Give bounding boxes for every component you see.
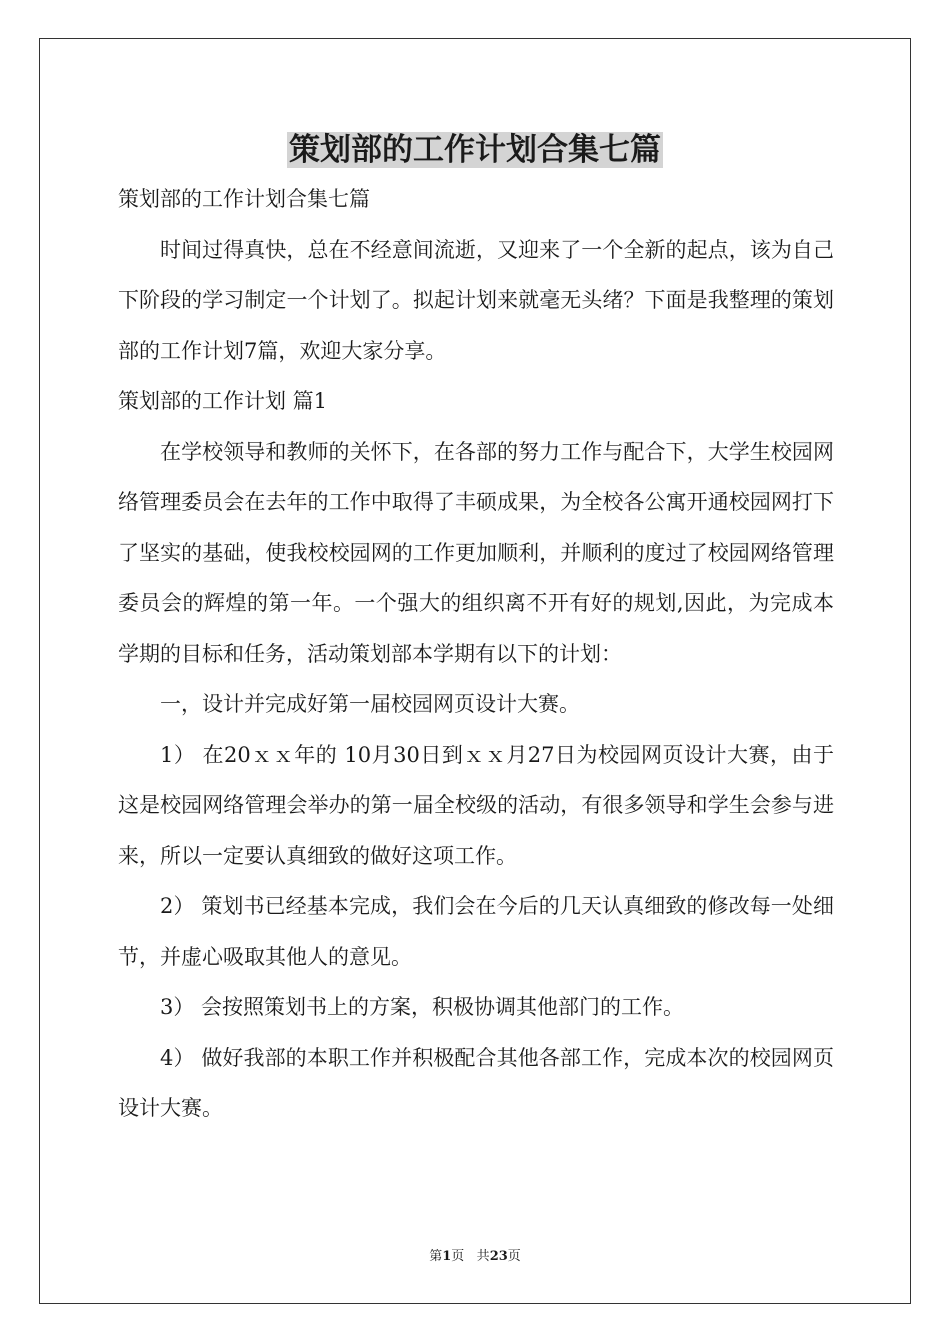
list-item: 1） 在20ｘｘ年的 10月30日到ｘｘ月27日为校园网页设计大赛，由于这是校园网络管理会举办的第一届全校级的活动，有很多领导和学生会参与进来，所以一定要认真细致的做好这项工作。: [118, 742, 834, 868]
footer-page-number: 1: [442, 1249, 452, 1264]
page-footer: [0, 1247, 950, 1267]
footer-page-suffix: 页: [451, 1249, 465, 1264]
footer-total-pages: 23: [489, 1249, 508, 1264]
list-item: 3） 会按照策划书上的方案，积极协调其他部门的工作。: [160, 995, 685, 1019]
paragraph: 在学校领导和教师的关怀下，在各部的努力工作与配合下，大学生校园网络管理委员会在去年的工作中取得了丰硕成果，为全校各公寓开通校园网打下了坚实的基础，使我校校园网的工作更加顺利，并顺利的度过了校园网络管理委员会的辉煌的第一年。一个强大的组织离不开有好的规划,因此，为完成本学期的目标和任务，活动策划部本学期有以下的计划：: [118, 439, 834, 666]
document-title-text: 策划部的工作计划合集七篇: [289, 132, 661, 168]
document-body: [118, 174, 834, 1134]
section-heading: 策划部的工作计划 篇1: [118, 389, 328, 413]
paragraph-subtitle: 策划部的工作计划合集七篇: [118, 187, 370, 211]
document-title: [0, 128, 950, 172]
list-item: 2） 策划书已经基本完成，我们会在今后的几天认真细致的修改每一处细节，并虚心吸取其他人的意见。: [118, 894, 834, 969]
list-item: 4） 做好我部的本职工作并积极配合其他各部工作，完成本次的校园网页设计大赛。: [118, 1045, 834, 1120]
list-heading: 一，设计并完成好第一届校园网页设计大赛。: [160, 692, 580, 716]
footer-prefix: 第: [429, 1249, 443, 1264]
paragraph-intro: 时间过得真快，总在不经意间流逝，又迎来了一个全新的起点，该为自己下阶段的学习制定一个计划了。拟起计划来就毫无头绪？下面是我整理的策划部的工作计划7篇，欢迎大家分享。: [118, 237, 834, 363]
footer-total-suffix: 页: [507, 1249, 521, 1264]
footer-total-prefix: 共: [476, 1249, 490, 1264]
